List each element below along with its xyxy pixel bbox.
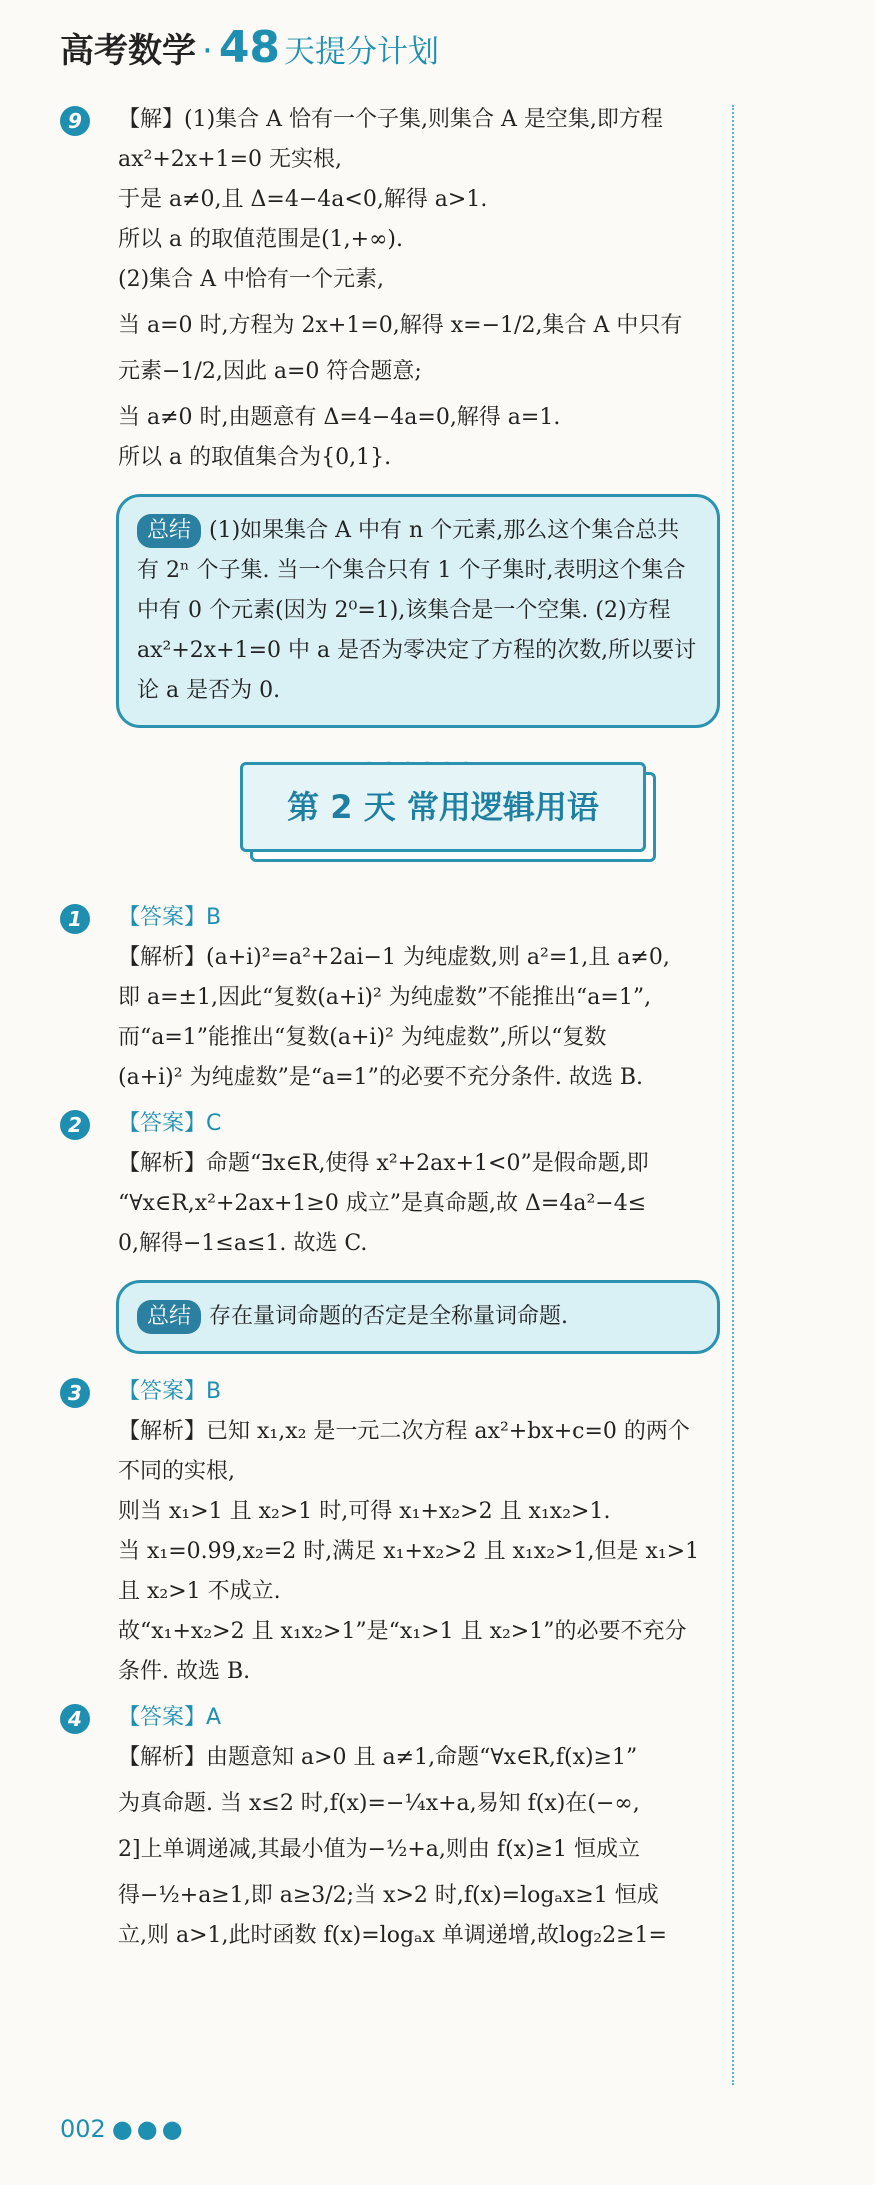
text-line: 当 a=0 时,方程为 2x+1=0,解得 x=−1/2,集合 A 中只有 (118, 313, 683, 338)
text-line: 当 x₁=0.99,x₂=2 时,满足 x₁+x₂>2 且 x₁x₂>1,但是 x₁>1 (118, 1539, 700, 1564)
summary-box (116, 494, 720, 728)
text-line: 0,解得−1≤a≤1. 故选 C. (118, 1231, 368, 1256)
solution-1 (60, 898, 720, 1098)
text-line: 条件. 故选 B. (118, 1659, 251, 1684)
day-title: 第 2 天 常用逻辑用语 (240, 762, 646, 852)
text-line: 元素−1/2,因此 a=0 符合题意; (118, 359, 422, 384)
text-line: 【解析】命题“∃x∈R,使得 x²+2ax+1<0”是假命题,即 (118, 1151, 649, 1176)
text-line: 【解析】(a+i)²=a²+2ai−1 为纯虚数,则 a²=1,且 a≠0, (118, 945, 670, 970)
text-line: 立,则 a>1,此时函数 f(x)=logₐx 单调递增,故log₂2≥1= (118, 1923, 667, 1948)
main-column (60, 100, 720, 1956)
text-line: ax²+2x+1=0 无实根, (118, 147, 343, 172)
title-number: 48 (218, 22, 281, 73)
answer-line: 【答案】C (118, 1111, 222, 1136)
column-divider (732, 105, 734, 2085)
summary-box (116, 1280, 720, 1354)
text-line: 所以 a 的取值范围是(1,+∞). (118, 227, 404, 252)
text-line: (a+i)² 为纯虚数”是“a=1”的必要不充分条件. 故选 B. (118, 1065, 643, 1090)
solution-4 (60, 1698, 720, 1956)
text-line: “∀x∈R,x²+2ax+1≥0 成立”是真命题,故 Δ=4a²−4≤ (118, 1191, 647, 1216)
answer-line: 【答案】A (118, 1705, 222, 1730)
question-number-badge: 9 (60, 106, 90, 136)
text-line: 故“x₁+x₂>2 且 x₁x₂>1”是“x₁>1 且 x₂>1”的必要不充分 (118, 1619, 687, 1644)
day-banner (240, 762, 660, 858)
text-line: 得−½+a≥1,即 a≥3/2;当 x>2 时,f(x)=logₐx≥1 恒成 (118, 1883, 659, 1908)
text-line: 当 a≠0 时,由题意有 Δ=4−4a=0,解得 a=1. (118, 405, 561, 430)
summary-label: 总结 (137, 514, 201, 548)
page-dots-icon: ●●● (111, 2115, 187, 2143)
summary-label: 总结 (137, 1300, 201, 1334)
text-line: 即 a=±1,因此“复数(a+i)² 为纯虚数”不能推出“a=1”, (118, 985, 652, 1010)
answer-line: 【答案】B (118, 1379, 222, 1404)
text-line: (2)集合 A 中恰有一个元素, (118, 267, 385, 292)
question-number-badge: 3 (60, 1378, 90, 1408)
text-line: 所以 a 的取值集合为{0,1}. (118, 445, 392, 470)
text-line: 而“a=1”能推出“复数(a+i)² 为纯虚数”,所以“复数 (118, 1025, 607, 1050)
text-line: 且 x₂>1 不成立. (118, 1579, 281, 1604)
question-number-badge: 1 (60, 904, 90, 934)
book-title-suffix: 天提分计划 (284, 34, 440, 70)
text-line: 不同的实根, (118, 1459, 235, 1484)
book-title-prefix: 高考数学 (60, 31, 196, 71)
title-dot: · (202, 31, 213, 71)
solution-3 (60, 1372, 720, 1692)
text-line: 则当 x₁>1 且 x₂>1 时,可得 x₁+x₂>2 且 x₁x₂>1. (118, 1499, 611, 1524)
summary-text: 存在量词命题的否定是全称量词命题. (209, 1304, 569, 1329)
page-header (60, 22, 439, 78)
text-line: 【解析】已知 x₁,x₂ 是一元二次方程 ax²+bx+c=0 的两个 (118, 1419, 690, 1444)
text-line: 【解】(1)集合 A 恰有一个子集,则集合 A 是空集,即方程 (118, 107, 663, 132)
answer-line: 【答案】B (118, 905, 222, 930)
question-number-badge: 4 (60, 1704, 90, 1734)
solution-9 (60, 100, 720, 478)
text-line: 2]上单调递减,其最小值为−½+a,则由 f(x)≥1 恒成立 (118, 1837, 641, 1862)
text-line: 于是 a≠0,且 Δ=4−4a<0,解得 a>1. (118, 187, 488, 212)
page-footer (60, 2115, 187, 2143)
question-number-badge: 2 (60, 1110, 90, 1140)
solution-2 (60, 1104, 720, 1264)
text-line: 为真命题. 当 x≤2 时,f(x)=−¼x+a,易知 f(x)在(−∞, (118, 1791, 640, 1816)
text-line: 【解析】由题意知 a>0 且 a≠1,命题“∀x∈R,f(x)≥1” (118, 1745, 638, 1770)
page-number: 002 (60, 2115, 106, 2143)
summary-text: (1)如果集合 A 中有 n 个元素,那么这个集合总共有 2ⁿ 个子集. 当一个集合只有 1 个子集时,表明这个集合中有 0 个元素(因为 2⁰=1),该集合是一个空集. (2)方程 ax²+2x+1=0 中 a 是否为零决定了方程的次数,所以要讨论 a 是否为 0. (137, 518, 697, 703)
